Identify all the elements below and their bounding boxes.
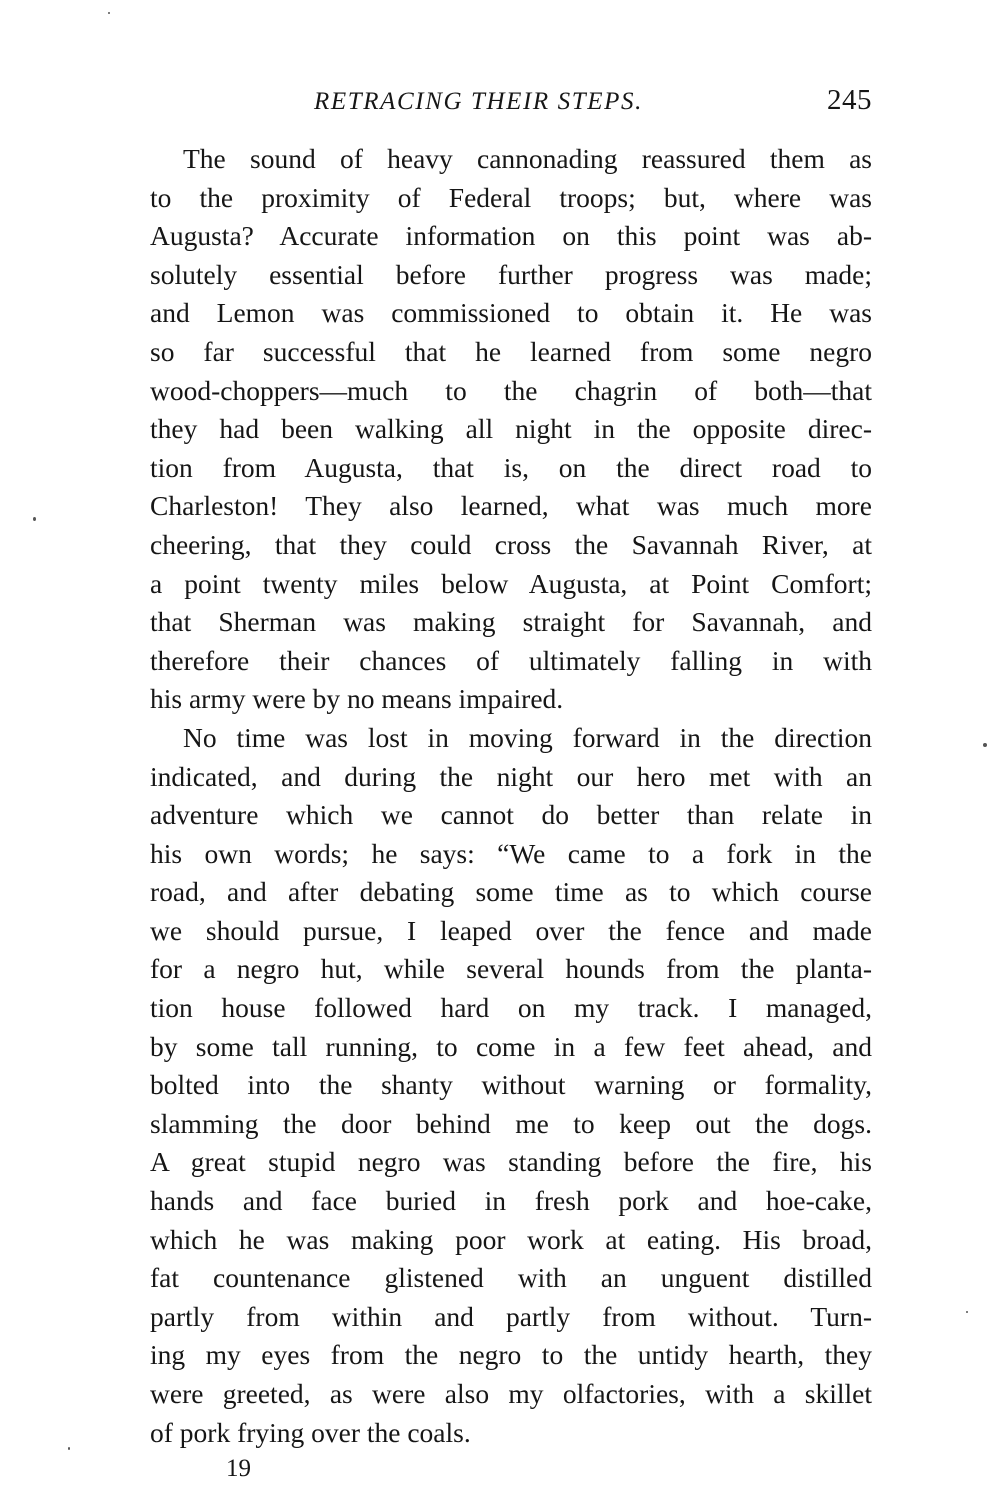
text-line: wood-choppers—much to the chagrin of both—that <box>150 374 872 406</box>
paragraph-1 <box>150 140 872 719</box>
text-line: tion house followed hard on my track. I managed, <box>150 992 872 1024</box>
text-line: bolted into the shanty without warning or formality, <box>150 1069 872 1101</box>
text-line: slamming the door behind me to keep out the dogs. <box>150 1107 872 1139</box>
text-line: ing my eyes from the negro to the untidy hearth, they <box>150 1339 872 1371</box>
text-line: a point twenty miles below Augusta, at Point Comfort; <box>150 567 872 599</box>
scan-speck <box>966 1311 968 1313</box>
text-line: therefore their chances of ultimately falling in with <box>150 644 872 676</box>
text-line: A great stupid negro was standing before the fire, his <box>150 1146 872 1178</box>
text-line: were greeted, as were also my olfactories, with a skillet <box>150 1378 872 1409</box>
text-line: No time was lost in moving forward in the direction <box>183 721 872 753</box>
text-line: adventure which we cannot do better than relate in <box>150 799 872 831</box>
text-line: hands and face buried in fresh pork and hoe-cake, <box>150 1185 872 1217</box>
scan-speck <box>68 1447 70 1450</box>
text-line: cheering, that they could cross the Savannah River, at <box>150 528 872 560</box>
text-line: for a negro hut, while several hounds from the planta- <box>150 953 872 985</box>
text-line: we should pursue, I leaped over the fence and made <box>150 914 872 946</box>
text-line: tion from Augusta, that is, on the direct road to <box>150 451 872 483</box>
text-line: road, and after debating some time as to which course <box>150 876 872 908</box>
text-line: which he was making poor work at eating. His broad, <box>150 1223 872 1255</box>
body-text <box>150 140 872 1452</box>
text-line: they had been walking all night in the opposite direc- <box>150 413 872 445</box>
scan-speck <box>108 12 110 14</box>
text-line: The sound of heavy cannonading reassured them as <box>183 143 872 174</box>
text-line: Charleston! They also learned, what was much more <box>150 490 872 522</box>
scan-speck <box>983 743 987 747</box>
text-line: so far successful that he learned from some negro <box>150 335 872 367</box>
text-line: his own words; he says: “We came to a fork in the <box>150 837 872 869</box>
text-line: of pork frying over the coals. <box>150 1416 471 1448</box>
paragraph-2 <box>150 719 872 1452</box>
text-line: indicated, and during the night our hero met with an <box>150 760 872 792</box>
text-line: that Sherman was making straight for Savannah, and <box>150 606 872 638</box>
text-line: his army were by no means impaired. <box>150 683 564 715</box>
text-line: fat countenance glistened with an unguent distilled <box>150 1262 872 1294</box>
text-line: Augusta? Accurate information on this point was ab- <box>150 220 872 252</box>
text-line: by some tall running, to come in a few feet ahead, and <box>150 1030 872 1062</box>
running-head-title: RETRACING THEIR STEPS. <box>314 88 643 115</box>
running-head <box>150 84 872 124</box>
text-line: to the proximity of Federal troops; but, where was <box>150 181 872 213</box>
signature-mark: 19 <box>226 1455 251 1482</box>
scan-speck <box>33 517 36 521</box>
text-line: partly from within and partly from without. Turn- <box>150 1300 872 1332</box>
text-line: and Lemon was commissioned to obtain it. He was <box>150 297 872 329</box>
text-line: solutely essential before further progress was made; <box>150 258 872 290</box>
page-number: 245 <box>827 84 872 116</box>
